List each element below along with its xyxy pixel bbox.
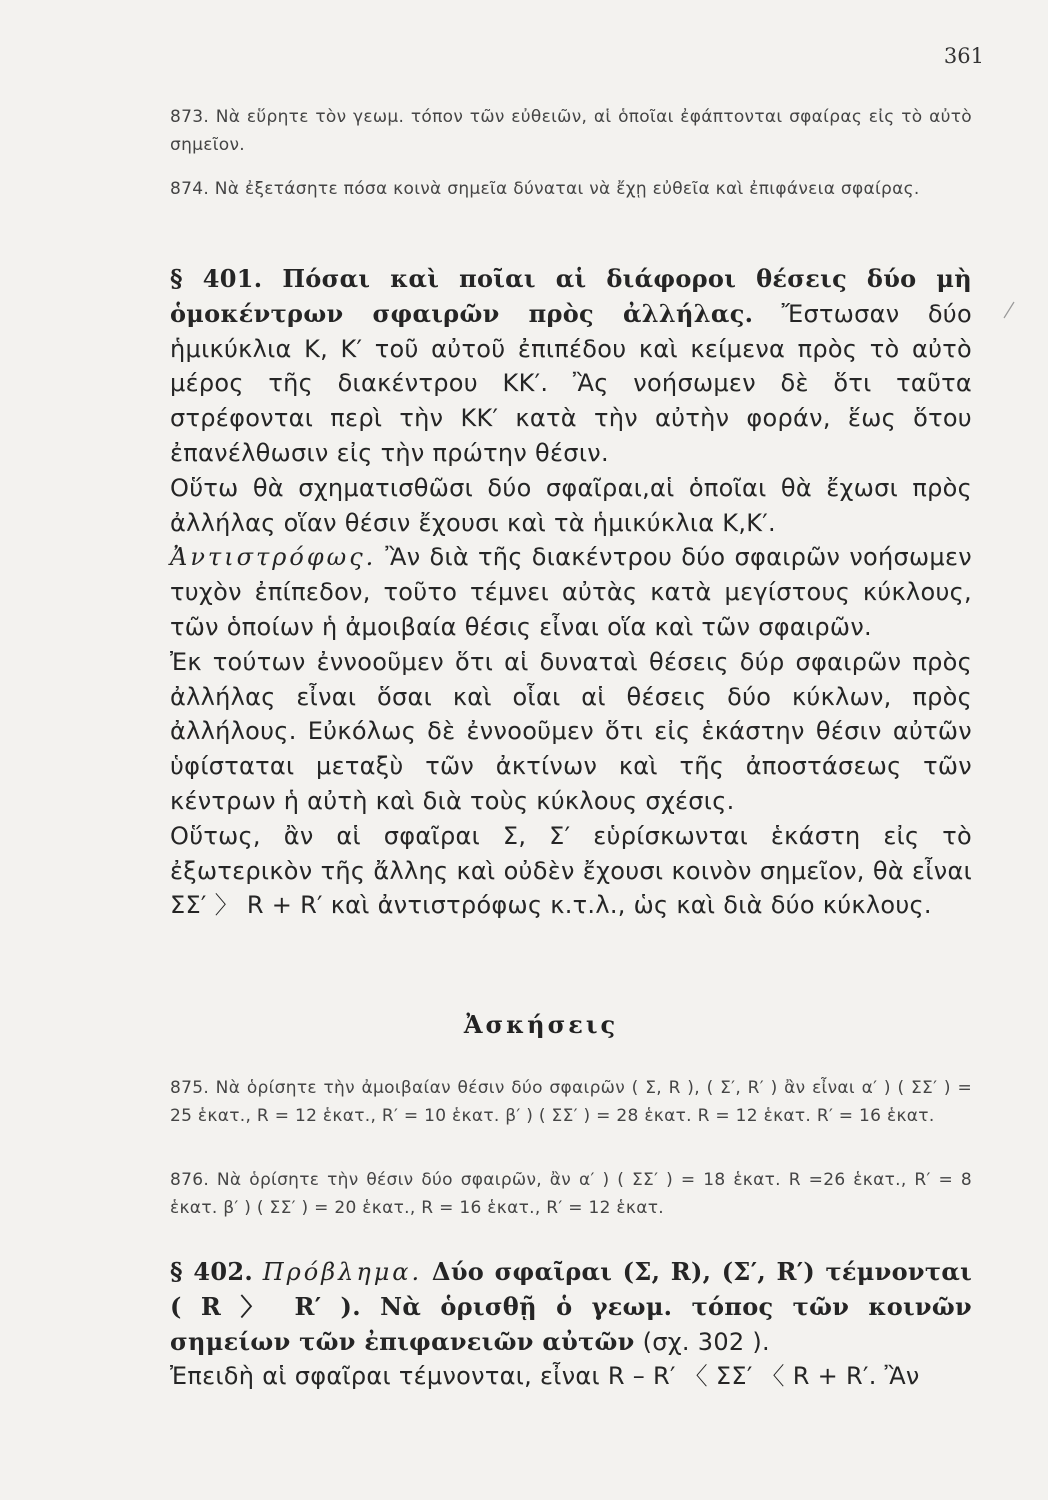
section-401-para3: Ἂν διὰ τῆς διακέντρου δύο σφαιρῶν νοήσωμεν τυχὸν ἐπίπεδον, τοῦτο τέμνει αὐτὰς κατὰ μεγίστους κύκλους, τῶν ὁποίων ἡ ἀμοιβαία θέσις εἶναι οἵα καὶ τῶν σφαιρῶν. [170,543,972,641]
exercise-875 [110,1074,972,1130]
margin-pencil-mark [1000,300,1020,320]
section-401-para5: Οὕτως, ἂν αἱ σφαῖραι Σ, Σ′ εὑρίσκωνται ἑκάστη εἰς τὸ ἐξωτερικὸν τῆς ἄλλης καὶ οὐδὲν ἔχουσι κοινὸν σημεῖον, θὰ εἶναι ΣΣ′ 〉 R + R′ καὶ ἀντιστρόφως κ.τ.λ., ὡς καὶ διὰ δύο κύκλους. [170,821,972,920]
page-number: 361 [943,44,984,68]
exercise-875-text: 875. Νὰ ὁρίσητε τὴν ἀμοιβαίαν θέσιν δύο σφαιρῶν ( Σ, R ), ( Σ′, R′ ) ἂν εἶναι α′ ) ( ΣΣ′ ) = 25 ἑκατ., R = 12 ἑκατ., R′ = 10 ἑκατ. β′ ) ( ΣΣ′ ) = 28 ἑκατ. R = 12 ἑκατ. R′ = 16 ἑκατ. [170,1078,972,1126]
problem-label: Πρόβλημα. [262,1258,423,1286]
exercise-873 [110,103,972,159]
exercise-873-text: 873. Νὰ εὕρητε τὸν γεωμ. τόπον τῶν εὐθειῶν, αἱ ὁποῖαι ἐφάπτονται σφαίρας εἰς τὸ αὐτὸ σημεῖον. [170,107,972,155]
section-402-body: Ἐπειδὴ αἱ σφαῖραι τέμνονται, εἶναι R – R′ 〈 ΣΣ′ 〈 R + R′. Ἂν [170,1362,920,1391]
exercise-874 [110,175,972,203]
exercise-876-text: 876. Νὰ ὁρίσητε τὴν θέσιν δύο σφαιρῶν, ἂν α′ ) ( ΣΣ′ ) = 18 ἑκατ. R =26 ἑκατ., R′ = 8 ἑκατ. β′ ) ( ΣΣ′ ) = 20 ἑκατ., R = 16 ἑκατ., R′ = 12 ἑκατ. [170,1170,972,1218]
converse-label: Ἀντιστρόφως. [170,543,377,572]
section-402-statement: Δύο σφαῖραι (Σ, R), (Σ′, R′) τέμνονται ( R 〉 R′ ). Νὰ ὁρισθῇ ὁ γεωμ. τόπος τῶν κοινῶν σημείων τῶν ἐπιφανειῶν αὐτῶν [170,1257,973,1356]
figure-reference: (σχ. 302 ). [642,1327,770,1356]
section-401-title: § 401. Πόσαι καὶ ποῖαι αἱ διάφοροι θέσεις δύο μὴ ὁμοκέντρων σφαιρῶν πρὸς ἀλλήλας. [170,264,972,328]
section-401-para2: Οὕτω θὰ σχηματισθῶσι δύο σφαῖραι,αἱ ὁποῖαι θὰ ἔχωσι πρὸς ἀλλήλας οἵαν θέσιν ἔχουσι καὶ τὰ ἡμικύκλια Κ,Κ′. [170,473,972,537]
section-401-body: Ἔστωσαν δύο ἡμικύκλια Κ, Κ′ τοῦ αὐτοῦ ἐπιπέδου καὶ κείμενα πρὸς τὸ αὐτὸ μέρος τῆς διακέντρου ΚΚ′. Ἂς νοήσωμεν δὲ ὅτι ταῦτα στρέφονται περὶ τὴν ΚΚ′ κατὰ τὴν αὐτὴν φοράν, ἕως ὅτου ἐπανέλθωσιν εἰς τὴν πρώτην θέσιν. [170,299,972,467]
section-401 [110,262,972,923]
exercise-874-text: 874. Νὰ ἐξετάσητε πόσα κοινὰ σημεῖα δύναται νὰ ἔχῃ εὐθεῖα καὶ ἐπιφάνεια σφαίρας. [170,179,920,199]
section-402-number: § 402. [170,1257,253,1286]
section-401-para4: Ἐκ τούτων ἐννοοῦμεν ὅτι αἱ δυναταὶ θέσεις δύρ σφαιρῶν πρὸς ἀλλήλας εἶναι ὅσαι καὶ οἷαι αἱ θέσεις δύο κύκλων, πρὸς ἀλλήλους. Εὐκόλως δὲ ἐννοοῦμεν ὅτι εἰς ἑκάστην θέσιν αὐτῶν ὑφίσταται μεταξὺ τῶν ἀκτίνων καὶ τῆς ἀποστάσεως τῶν κέντρων ἡ αὐτὴ καὶ διὰ τοὺς κύκλους σχέσις. [170,647,972,815]
section-402 [110,1255,972,1394]
exercises-heading: Ἀσκήσεις [463,1010,619,1039]
exercise-876 [110,1166,972,1222]
